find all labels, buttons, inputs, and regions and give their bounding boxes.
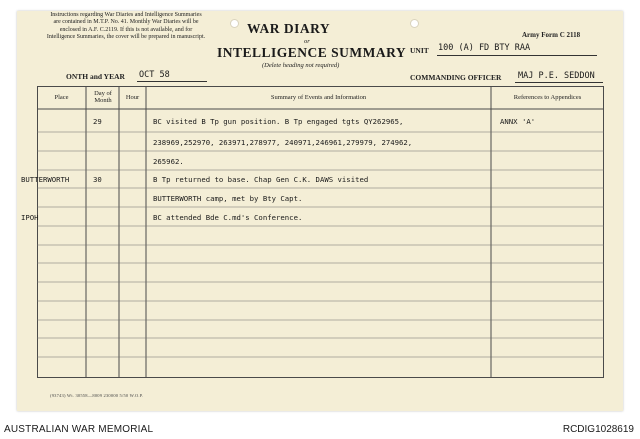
- column-header-place: Place: [54, 94, 69, 101]
- column-header-hour: Hour: [125, 94, 140, 101]
- punch-hole: [230, 19, 239, 28]
- month-year-label: ONTH and YEAR: [66, 72, 125, 81]
- co-underline: [515, 82, 603, 83]
- punch-hole: [410, 19, 419, 28]
- entry-summary: BC attended Bde C.md's Conference.: [153, 213, 303, 222]
- entry-date: 29: [93, 117, 102, 126]
- entry-summary: 265962.: [153, 157, 184, 166]
- month-underline: [137, 81, 207, 82]
- army-form-number: Army Form C 2118: [522, 31, 581, 39]
- entry-appendix-ref: ANNX 'A': [500, 117, 536, 126]
- commanding-officer-value: MAJ P.E. SEDDON: [518, 71, 595, 81]
- archive-caption: AUSTRALIAN WAR MEMORIAL: [4, 424, 154, 435]
- entry-summary: BUTTERWORTH camp, met by Bty Capt.: [153, 194, 303, 203]
- month-year-value: OCT 58: [139, 70, 170, 80]
- column-header-day-of-month: Day of Month: [94, 90, 112, 104]
- printer-imprint: (93743) Wt. 30558—8009 230000 5/50 W.O.P.: [50, 393, 144, 398]
- commanding-officer-label: COMMANDING OFFICER: [410, 73, 502, 82]
- entry-place: BUTTERWORTH: [21, 175, 70, 184]
- entry-summary: BC visited B Tp gun position. B Tp engaged tgts QY262965,: [153, 117, 404, 126]
- archive-reference-id: RCDIG1028619: [562, 424, 634, 435]
- entry-summary: 238969,252970, 263971,278977, 240971,246961,279979, 274962,: [153, 138, 413, 147]
- column-header-references: References to Appendices: [513, 94, 582, 101]
- unit-label: UNIT: [410, 46, 429, 55]
- entry-place: IPOH: [21, 213, 39, 222]
- entry-date: 30: [93, 175, 102, 184]
- unit-value: 100 (A) FD BTY RAA: [438, 43, 531, 53]
- diary-table-rules: [37, 86, 604, 378]
- form-instructions: Instructions regarding War Diaries and Intelligence Summaries are contained in M.T.P. No. 41. Monthly War Diaries will be enclosed in A.F. C.2119. If this is not available, and for Intelligence Summaries, the cover will be prepared in manuscript.: [46, 12, 206, 41]
- form-title-war-diary: WAR DIARY: [247, 21, 331, 36]
- diary-table: [21, 86, 604, 378]
- form-title-note: (Delete heading not required): [262, 62, 340, 69]
- form-title-intelligence-summary: INTELLIGENCE SUMMARY: [217, 45, 407, 60]
- column-header-summary: Summary of Events and Information: [270, 94, 367, 101]
- form-title-or: or: [304, 38, 310, 45]
- entry-summary: B Tp returned to base. Chap Gen C.K. DAWS visited: [153, 175, 369, 184]
- unit-underline: [437, 55, 597, 56]
